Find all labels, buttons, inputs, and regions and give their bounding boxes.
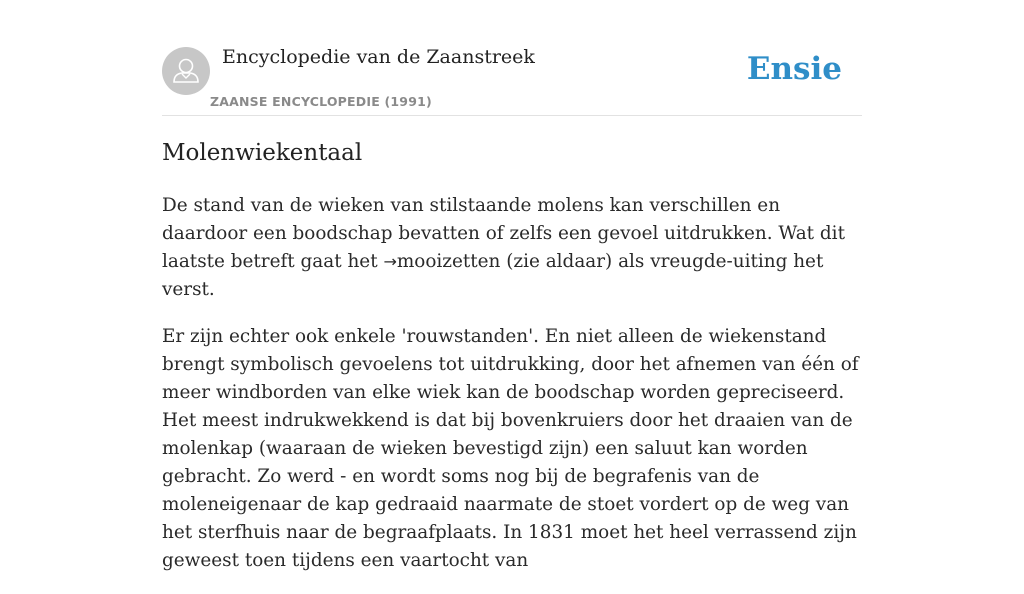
article-body [162,192,867,594]
article-title: Molenwiekentaal [162,140,363,166]
paragraph-1-text-start: De stand van de wieken van stilstaande molens kan verschillen en daardoor een boodschap bevatten of zelfs een gevoel uitdrukken. Wat dit laatste betreft gaat het [162,195,845,272]
mooizetten-link-text: mooizetten [396,251,501,272]
article-paragraph-1 [162,192,867,304]
user-silhouette-icon [162,47,210,95]
mooizetten-link[interactable] [383,251,500,272]
source-avatar[interactable] [162,47,210,95]
source-title[interactable]: Encyclopedie van de Zaanstreek [222,46,535,68]
ensie-logo-link[interactable]: Ensie [746,51,842,87]
paragraph-1-text-end: (zie aldaar) als vreugde-uiting het verst. [162,251,824,300]
header-divider [162,115,862,116]
source-header [162,46,862,116]
arrow-right-icon: → [383,252,397,271]
source-subtitle[interactable]: ZAANSE ENCYCLOPEDIE (1991) [210,94,432,109]
article-paragraph-2: Er zijn echter ook enkele 'rouwstanden'. En niet alleen de wiekenstand brengt symbolisch gevoelens tot uitdrukking, door het afnemen van één of meer windborden van elke wiek kan de boodschap worden gepreciseerd. Het meest indrukwekkend is dat bij bovenkruiers door het draaien van de molenkap (waaraan de wieken bevestigd zijn) een saluut kan worden gebracht. Zo werd - en wordt soms nog bij de begrafenis van de moleneigenaar de kap gedraaid naarmate de stoet vordert op de weg van het sterfhuis naar de begraafplaats. In 1831 moet het heel verrassend zijn geweest toen tijdens een vaartocht van [162,326,859,571]
